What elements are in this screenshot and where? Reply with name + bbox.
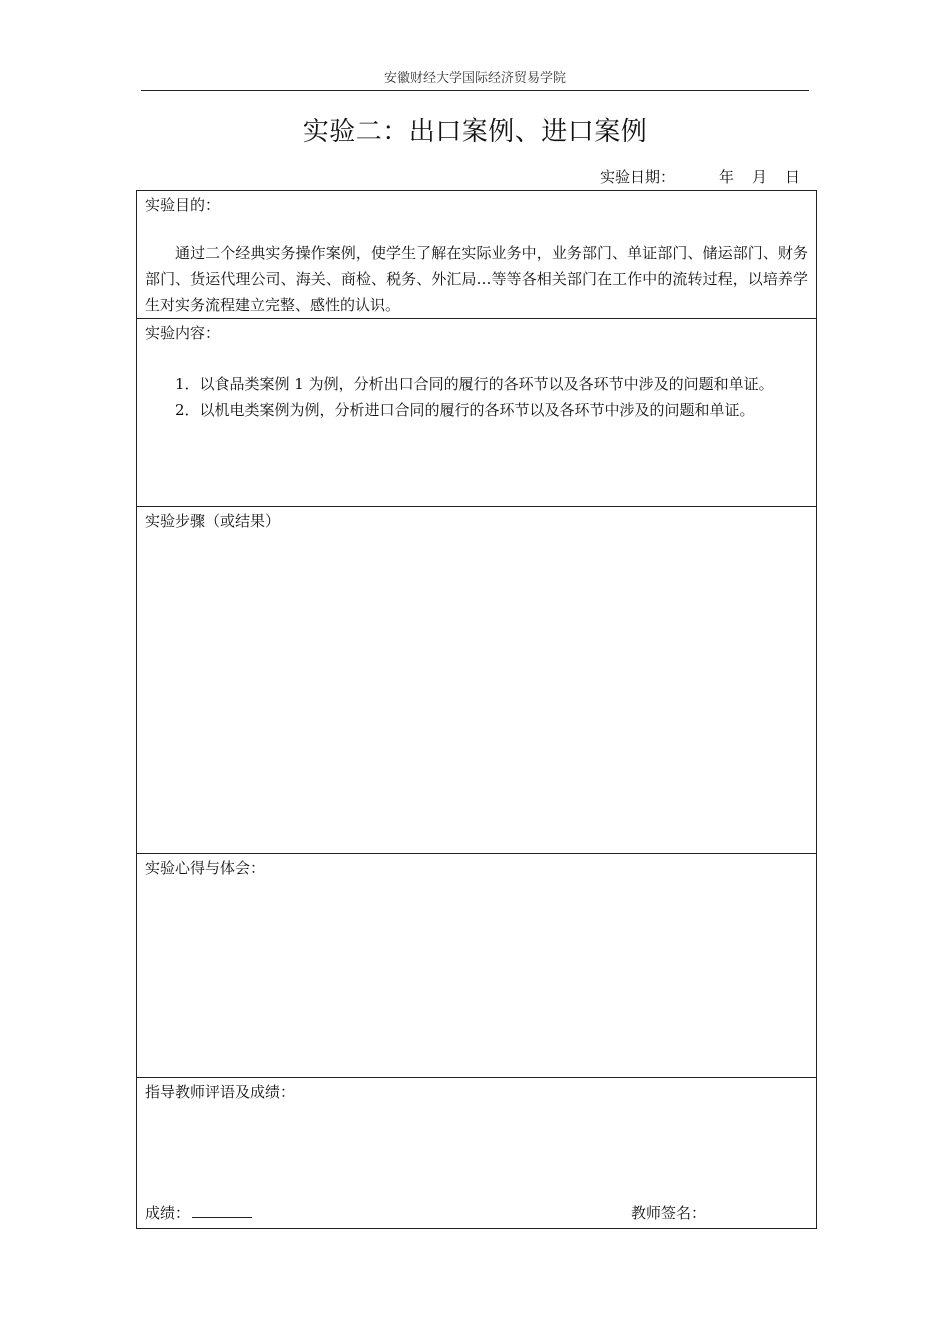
teacher-signature[interactable] — [631, 1201, 706, 1225]
evaluation-section[interactable] — [137, 1078, 817, 1229]
content-title: 实验内容： — [145, 324, 221, 342]
page-header — [141, 70, 809, 91]
institution-name: 安徽财经大学国际经济贸易学院 — [383, 71, 566, 86]
purpose-title: 实验目的： — [145, 196, 221, 214]
signature-label: 教师签名： — [631, 1204, 707, 1222]
experiment-form — [136, 190, 817, 1229]
date-label: 实验日期： — [599, 168, 675, 186]
content-item: 2．以机电类案例为例，分析进口合同的履行的各环节以及各环节中涉及的问题和单证。 — [175, 401, 755, 419]
reflection-title: 实验心得与体会： — [145, 859, 266, 877]
grade-label: 成绩： — [145, 1204, 191, 1222]
steps-title: 实验步骤（或结果） — [145, 512, 281, 530]
purpose-section — [137, 191, 817, 319]
date-year: 年 — [718, 168, 734, 186]
page-title: 实验二：出口案例、进口案例 — [302, 117, 648, 147]
evaluation-title: 指导教师评语及成绩： — [145, 1083, 296, 1101]
date-month: 月 — [751, 168, 767, 186]
content-item: 1．以食品类案例 1 为例，分析出口合同的履行的各环节以及各环节中涉及的问题和单证。 — [175, 375, 774, 393]
steps-section[interactable] — [137, 507, 817, 854]
grade-field[interactable] — [145, 1199, 252, 1225]
reflection-section[interactable] — [137, 854, 817, 1078]
grade-blank[interactable] — [192, 1199, 252, 1218]
experiment-date-row — [560, 166, 800, 188]
date-day: 日 — [784, 168, 800, 186]
content-list — [145, 371, 808, 423]
purpose-text: 通过二个经典实务操作案例，使学生了解在实际业务中，业务部门、单证部门、储运部门、财务部门、货运代理公司、海关、商检、税务、外汇局…等等各相关部门在工作中的流转过程，以培养学生对实务流程建立完整、感性的认识。 — [145, 244, 808, 314]
content-section — [137, 319, 817, 507]
evaluation-footer — [145, 1201, 808, 1225]
